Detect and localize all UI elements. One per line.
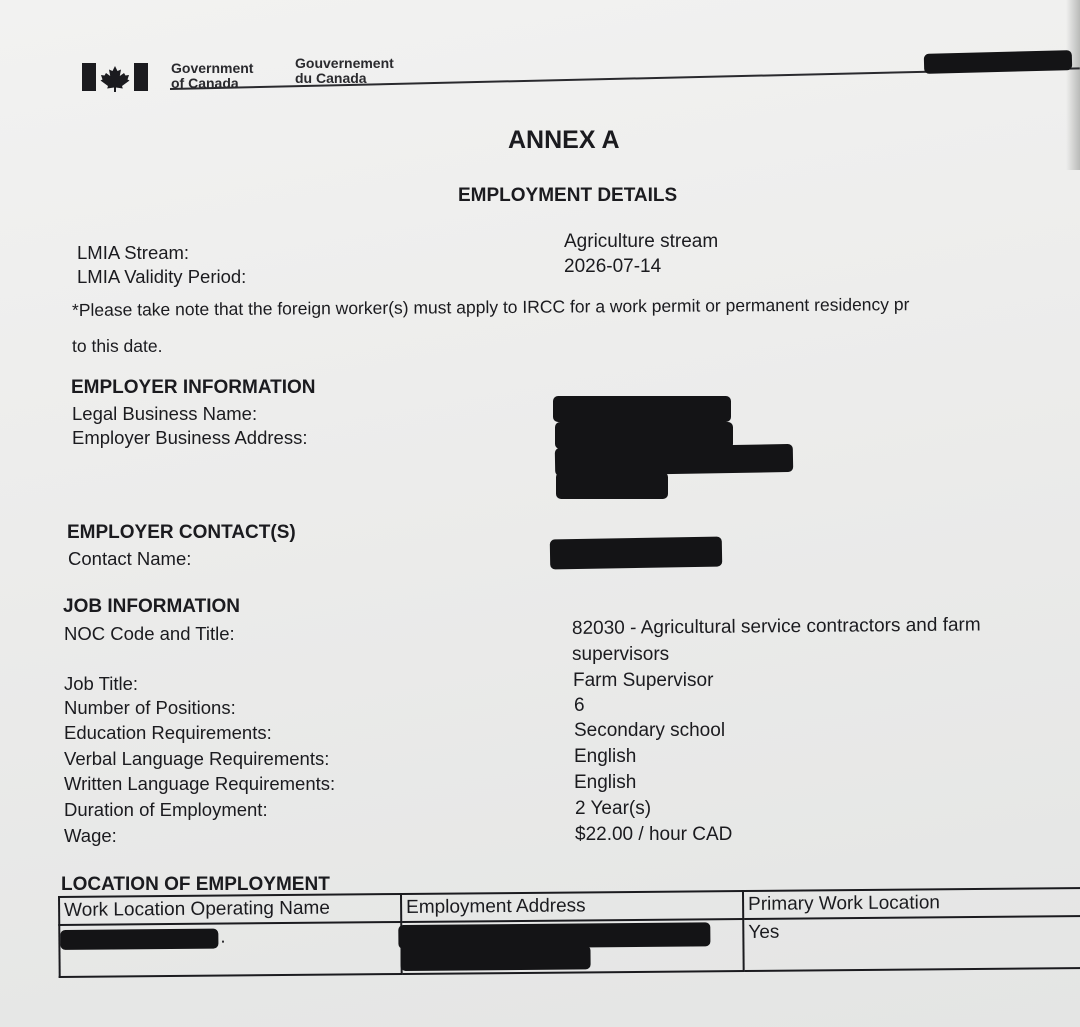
gov-name-en-line1: Government bbox=[171, 60, 254, 76]
contact-name-label: Contact Name: bbox=[68, 548, 192, 569]
legal-business-name-label: Legal Business Name: bbox=[72, 403, 258, 424]
location-heading: LOCATION OF EMPLOYMENT bbox=[61, 874, 330, 895]
redaction-business-name bbox=[553, 396, 731, 422]
gov-name-fr-line2: du Canada bbox=[295, 70, 367, 86]
table-row bbox=[59, 916, 1080, 977]
written-language-value: English bbox=[574, 772, 637, 793]
job-info-heading: JOB INFORMATION bbox=[63, 596, 240, 617]
page-shadow-edge bbox=[1066, 0, 1080, 170]
positions-label: Number of Positions: bbox=[64, 697, 236, 718]
verbal-language-value: English bbox=[574, 746, 637, 767]
cell-operating-name bbox=[59, 922, 401, 977]
lmia-validity-value: 2026-07-14 bbox=[564, 256, 662, 277]
education-label: Education Requirements: bbox=[64, 722, 272, 743]
page-subtitle: EMPLOYMENT DETAILS bbox=[458, 185, 678, 206]
noc-label: NOC Code and Title: bbox=[64, 623, 235, 644]
employer-info-heading: EMPLOYER INFORMATION bbox=[71, 377, 316, 398]
page-title: ANNEX A bbox=[508, 126, 620, 154]
redaction-operating-name bbox=[60, 929, 218, 950]
verbal-language-label: Verbal Language Requirements: bbox=[64, 748, 330, 769]
written-language-label: Written Language Requirements: bbox=[64, 773, 336, 794]
canada-flag-icon bbox=[82, 62, 148, 92]
lmia-stream-value: Agriculture stream bbox=[564, 231, 719, 252]
column-header-address: Employment Address bbox=[401, 891, 743, 922]
gov-name-en-line2: of Canada bbox=[171, 75, 239, 91]
cell-primary: Yes bbox=[743, 916, 1080, 971]
positions-value: 6 bbox=[574, 695, 585, 716]
employer-address-label: Employer Business Address: bbox=[72, 427, 308, 448]
redaction-postal-code bbox=[556, 472, 668, 499]
wage-value: $22.00 / hour CAD bbox=[575, 824, 733, 845]
cell-address bbox=[401, 919, 743, 974]
column-header-primary: Primary Work Location bbox=[743, 888, 1080, 919]
column-header-operating-name: Work Location Operating Name bbox=[59, 894, 401, 925]
ircc-note-line2: to this date. bbox=[72, 336, 163, 356]
duration-value: 2 Year(s) bbox=[575, 798, 652, 819]
ircc-note-line1: *Please take note that the foreign worker(s) must apply to IRCC for a work permit or permanent residency pr bbox=[71, 294, 910, 320]
lmia-validity-label: LMIA Validity Period: bbox=[77, 266, 247, 287]
location-table bbox=[58, 887, 1080, 978]
job-title-value: Farm Supervisor bbox=[573, 670, 714, 691]
redaction-contact-name bbox=[550, 537, 722, 570]
gov-name-fr-line1: Gouvernement bbox=[295, 55, 394, 71]
cell-operating-name-text: . bbox=[220, 926, 226, 948]
education-value: Secondary school bbox=[574, 720, 726, 741]
noc-value-line2: supervisors bbox=[572, 644, 670, 665]
employer-contact-heading: EMPLOYER CONTACT(S) bbox=[67, 522, 296, 543]
redaction-address-line2 bbox=[400, 945, 590, 971]
job-title-label: Job Title: bbox=[64, 673, 139, 694]
lmia-stream-label: LMIA Stream: bbox=[77, 242, 190, 263]
wage-label: Wage: bbox=[64, 825, 117, 846]
noc-value-line1: 82030 - Agricultural service contractors and farm bbox=[571, 614, 981, 639]
redaction-lmia-number bbox=[924, 50, 1072, 74]
duration-label: Duration of Employment: bbox=[64, 799, 268, 820]
